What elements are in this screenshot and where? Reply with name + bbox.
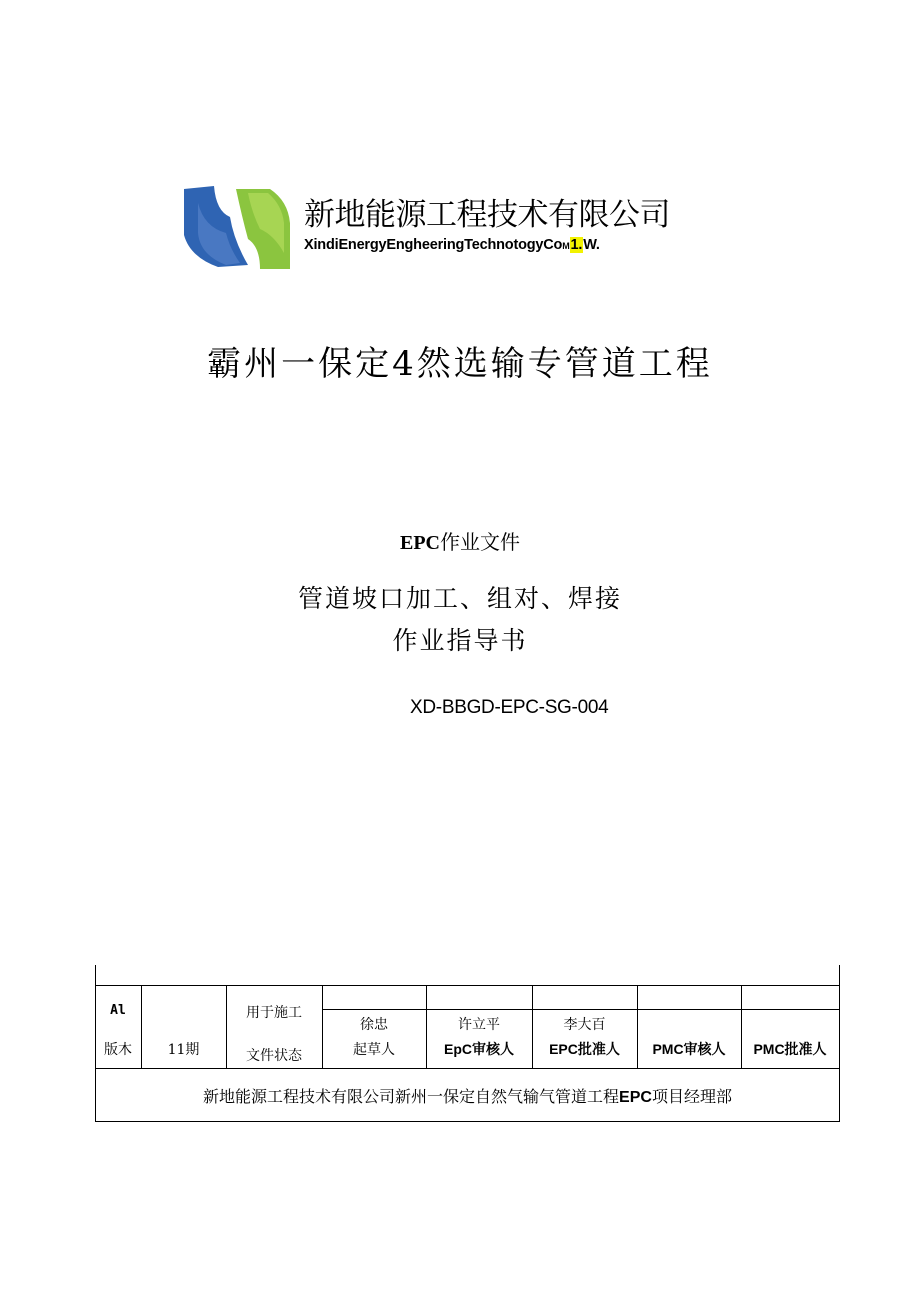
role-drafter: 起草人 <box>353 1042 395 1058</box>
company-name-en-tail: W. <box>583 237 600 253</box>
document-type-prefix: EPC <box>400 532 440 554</box>
document-title-line1: 管道坡口加工、组对、焊接 <box>297 584 622 613</box>
table-line <box>95 985 840 986</box>
role-pmc-approver: PMC批准人 <box>753 1041 827 1057</box>
sign-off-table <box>95 965 840 1122</box>
role-epc-approver: EPC批准人 <box>549 1041 620 1057</box>
company-name-cn: 新地能源工程技术有限公司 <box>304 197 670 233</box>
document-code: XD-BBGD-EPC-SG-004 <box>410 697 609 718</box>
table-line <box>95 1068 840 1069</box>
company-name-en-main: XindiEnergyEngheeringTechnotogyCo <box>304 237 563 253</box>
date-label: 11期 <box>167 1042 200 1058</box>
version-value: Al <box>110 1003 126 1018</box>
project-department-suffix: 项目经理部 <box>651 1087 732 1106</box>
project-department-prefix: 新地能源工程技术有限公司新州一保定自然气输气管道工程 <box>203 1087 620 1106</box>
document-title-line2: 作业指导书 <box>392 626 528 655</box>
document-type-suffix: 作业文件 <box>440 530 520 554</box>
epc-reviewer-name: 许立平 <box>458 1017 500 1033</box>
drafter-name: 徐忠 <box>360 1017 388 1033</box>
status-value: 用于施工 <box>246 1005 302 1021</box>
company-name-en-sub: M <box>562 241 570 251</box>
company-name-en <box>304 237 600 253</box>
table-line <box>95 1121 840 1122</box>
company-logo <box>178 183 294 273</box>
company-name-en-highlight: 1. <box>570 237 583 253</box>
status-label: 文件状态 <box>246 1048 302 1064</box>
document-type <box>0 526 920 555</box>
epc-approver-name: 李大百 <box>563 1017 606 1033</box>
project-department-epc: EPC <box>619 1089 652 1106</box>
project-title: 霸州一保定4然选输专管道工程 <box>207 344 713 384</box>
role-pmc-reviewer: PMC审核人 <box>652 1041 726 1057</box>
role-epc-reviewer: EpC审核人 <box>444 1041 514 1057</box>
table-line <box>322 1009 840 1010</box>
project-department <box>95 1084 840 1107</box>
version-label: 版木 <box>104 1042 132 1058</box>
